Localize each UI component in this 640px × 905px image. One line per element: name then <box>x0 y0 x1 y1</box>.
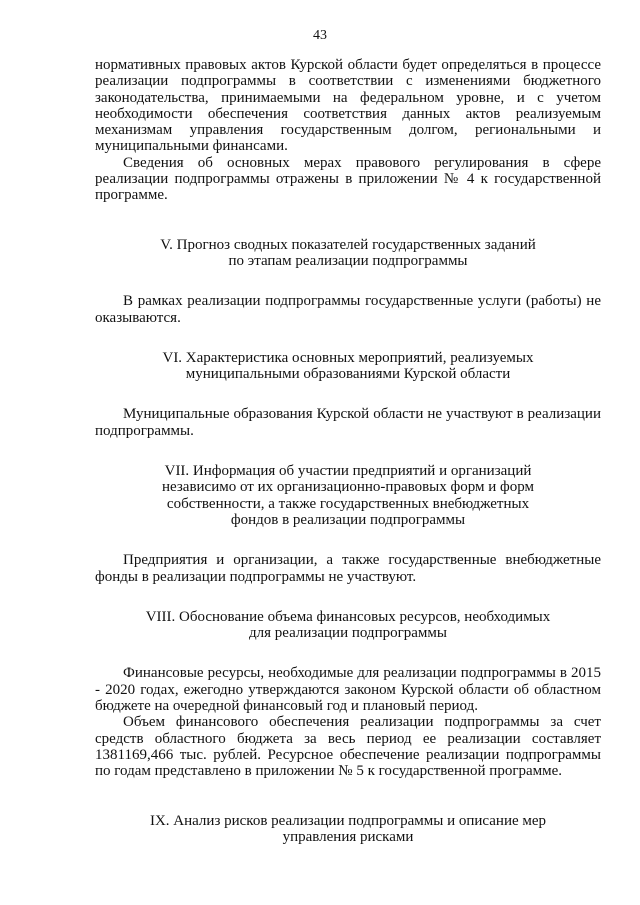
section-heading-viii <box>95 609 601 642</box>
paragraph-regulation-continued: нормативных правовых актов Курской области будет определяться в процессе реализации подпрограммы в соответствии с изменениями бюджетного законодательства, принимаемыми на федеральном уровне, и с учетом необходимости обеспечения соответствия данных актов реализуемым механизмам управления государственным долгом, региональными и муниципальными финансами. <box>95 57 601 155</box>
heading-line: VI. Характеристика основных мероприятий, реализуемых <box>162 349 534 366</box>
heading-line: VII. Информация об участии предприятий и организаций <box>164 463 532 480</box>
paragraph-state-services: В рамках реализации подпрограммы государственные услуги (работы) не оказываются. <box>95 293 601 326</box>
paragraph-funding-volume: Объем финансового обеспечения реализации подпрограммы за счет средств областного бюджета за весь период ее реализации составляет 1381169,466 тыс. рублей. Ресурсное обеспечение реализации подпрограммы по годам представлено в приложении № 5 к государственной программе. <box>95 714 601 780</box>
heading-line: VIII. Обоснование объема финансовых ресурсов, необходимых <box>145 608 551 625</box>
heading-line: муниципальными образованиями Курской области <box>185 366 511 383</box>
heading-line: фондов в реализации подпрограммы <box>230 511 466 528</box>
paragraph-financial-resources: Финансовые ресурсы, необходимые для реализации подпрограммы в 2015 - 2020 годах, ежегодно утверждаются законом Курской области об областном бюджете на очередной финансовый год и плановый период. <box>95 665 601 715</box>
section-heading-ix <box>95 813 601 846</box>
heading-line: по этапам реализации подпрограммы <box>228 252 468 269</box>
paragraph-regulation-measures: Сведения об основных мерах правового регулирования в сфере реализации подпрограммы отражены в приложении № 4 к государственной программе. <box>95 154 601 204</box>
page-number: 43 <box>313 28 327 43</box>
document-body <box>95 57 601 845</box>
heading-line: IX. Анализ рисков реализации подпрограммы и описание мер <box>149 812 547 829</box>
paragraph-enterprises: Предприятия и организации, а также государственные внебюджетные фонды в реализации подпрограммы не участвуют. <box>95 552 601 585</box>
section-heading-v <box>95 237 601 270</box>
heading-line: V. Прогноз сводных показателей государственных заданий <box>160 236 536 253</box>
heading-line: независимо от их организационно-правовых форм и форм <box>162 479 534 496</box>
section-heading-vi <box>95 350 601 383</box>
heading-line: управления рисками <box>282 828 414 845</box>
section-heading-vii <box>95 463 601 528</box>
heading-line: для реализации подпрограммы <box>249 625 447 642</box>
paragraph-municipalities: Муниципальные образования Курской области не участвуют в реализации подпрограммы. <box>95 406 601 439</box>
heading-line: собственности, а также государственных внебюджетных <box>166 495 530 512</box>
